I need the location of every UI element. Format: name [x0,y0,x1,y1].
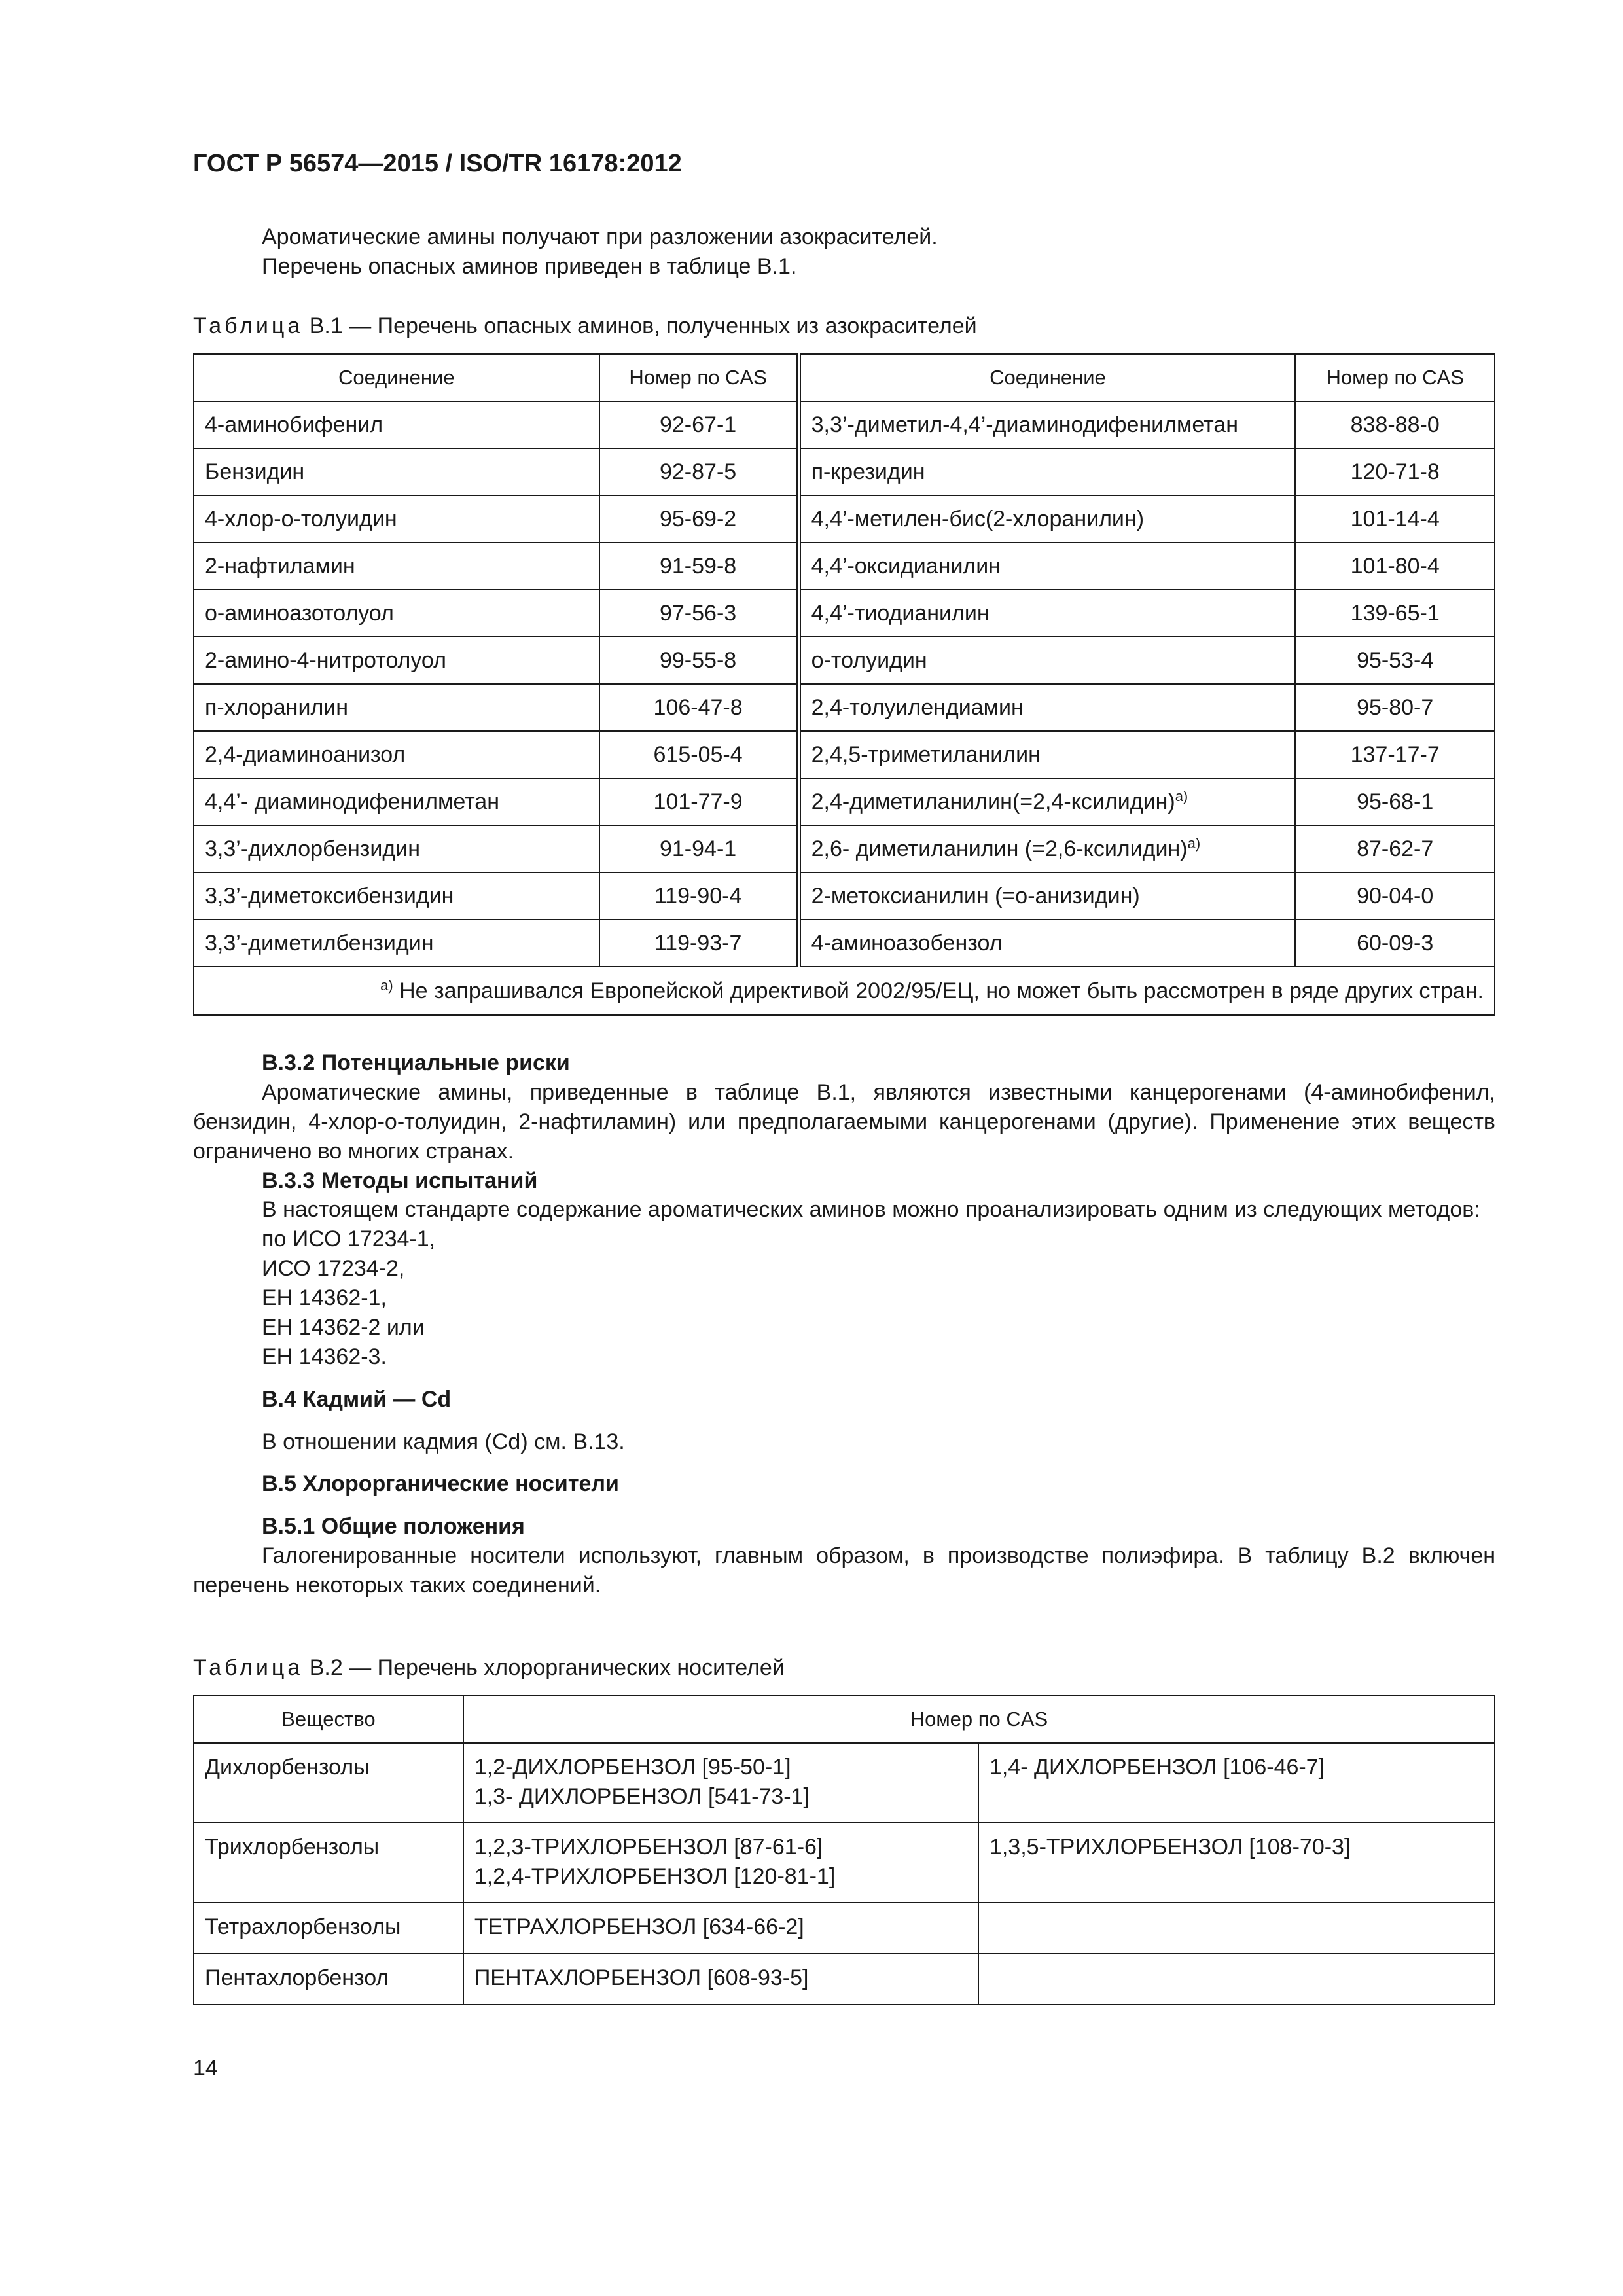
intro-line: Ароматические амины получают при разложении азокрасителей. [262,224,938,249]
cell-text: Дихлорбензолы [205,1755,370,1780]
cell-text: 4,4’-тиодианилин [811,600,990,626]
cas-list-cell [463,1823,978,1903]
table-header-row [194,354,1495,401]
table-row [194,543,1495,590]
cell-text: 2-амино-4-нитротолуол [205,647,446,673]
table-row [194,1903,1495,1954]
footnote-marker: a) [380,977,393,994]
cell-text: 97-56-3 [659,600,737,626]
cell-text: 137-17-7 [1350,742,1440,767]
cell-text: о-толуидин [811,647,927,673]
cas-number-cell [1295,920,1495,967]
cell-text: 91-94-1 [659,836,737,861]
cas-number-cell [1295,401,1495,448]
cell-text: 4-аминобифенил [205,412,383,437]
table-caption-text: В.1 — Перечень опасных аминов, полученных из азокрасителей [303,314,977,338]
sections-text [193,1049,1495,1600]
section-heading: В.5 Хлорорганические носители [262,1471,619,1497]
cell-text: 95-69-2 [659,506,737,531]
cas-list-cell [978,1903,1495,1954]
cas-list-cell [978,1823,1495,1903]
table1-caption [193,312,977,341]
table-footnote-row [194,967,1495,1015]
compound-cell [194,825,599,872]
section-heading: В.4 Кадмий — Cd [262,1386,452,1412]
cas-number-cell [1295,637,1495,684]
paragraph: В настоящем стандарте содержание ароматических аминов можно проанализировать одним из следующих методов: [262,1197,1480,1223]
compound-cell [798,872,1295,920]
cas-entry: 1,2,3-ТРИХЛОРБЕНЗОЛ [87-61-6] [474,1834,823,1859]
substance-cell [194,1743,463,1823]
cas-number-cell [1295,684,1495,731]
cell-text: 60-09-3 [1357,930,1434,956]
table-row [194,684,1495,731]
cell-text: 91-59-8 [659,553,737,579]
cas-number-cell [1295,543,1495,590]
cell-text: 95-68-1 [1357,789,1434,814]
table-caption-label: Таблица [193,1655,304,1680]
method-item: ЕН 14362-1, [262,1285,387,1310]
document-header: ГОСТ Р 56574—2015 / ISO/TR 16178:2012 [193,150,682,177]
compound-cell [194,401,599,448]
substance-cell [194,1903,463,1954]
cell-text: 3,3’-диметоксибензидин [205,883,454,908]
cell-text: 106-47-8 [653,694,743,720]
method-item: ИСО 17234-2, [262,1256,405,1282]
table-row [194,1954,1495,2005]
compound-cell [194,637,599,684]
cell-text: о-аминоазотолуол [205,600,394,626]
cell-text: 4-аминоазобензол [811,930,1003,956]
table-row [194,401,1495,448]
compound-cell [798,543,1295,590]
cas-number-cell [599,825,799,872]
section-heading: В.3.3 Методы испытаний [262,1168,538,1193]
cas-entry: 1,2-ДИХЛОРБЕНЗОЛ [95-50-1] [474,1755,791,1780]
column-header: Номер по CAS [599,354,799,401]
compound-cell [194,872,599,920]
compound-cell [194,684,599,731]
intro-line: Перечень опасных аминов приведен в таблице В.1. [262,253,797,279]
table-row [194,637,1495,684]
cas-entry: 1,2,4-ТРИХЛОРБЕНЗОЛ [120-81-1] [474,1863,836,1889]
cell-text: 101-14-4 [1350,506,1440,531]
cas-entry: 1,3,5-ТРИХЛОРБЕНЗОЛ [108-70-3] [989,1834,1351,1859]
cell-text: 101-77-9 [653,789,743,814]
cas-number-cell [1295,825,1495,872]
cas-list-cell [978,1954,1495,2005]
cell-text: 3,3’-дихлорбензидин [205,836,420,861]
footnote-text: Не запрашивался Европейской директивой 2002/95/ЕЦ, но может быть рассмотрен в ряде других стран. [393,978,1484,1003]
compound-cell [798,778,1295,825]
method-item: ЕН 14362-3. [262,1344,387,1369]
column-header: Соединение [194,354,599,401]
cas-list-cell [463,1743,978,1823]
compound-cell [798,495,1295,543]
table-row [194,920,1495,967]
cas-number-cell [1295,778,1495,825]
compound-cell [194,448,599,495]
column-header: Соединение [798,354,1295,401]
compound-cell [798,731,1295,778]
cas-number-cell [599,495,799,543]
compound-cell [798,590,1295,637]
cell-text: 119-90-4 [654,883,742,908]
cas-number-cell [599,731,799,778]
cas-number-cell [1295,448,1495,495]
cas-number-cell [1295,590,1495,637]
footnote-marker: a) [1187,834,1201,852]
cell-text: Бензидин [205,459,305,484]
section-heading: В.3.2 Потенциальные риски [262,1050,570,1075]
cell-text: п-крезидин [811,459,925,484]
cas-entry: ТЕТРАХЛОРБЕНЗОЛ [634-66-2] [474,1914,804,1939]
cell-text: Пентахлорбензол [205,1965,389,1990]
cell-text: 2,6- диметиланилин (=2,6-ксилидин) [811,836,1188,861]
cell-text: Тетрахлорбензолы [205,1914,401,1939]
table-chloroorganic-carriers [193,1695,1495,2005]
cas-list-cell [978,1743,1495,1823]
compound-cell [798,920,1295,967]
cell-text: п-хлоранилин [205,694,349,720]
cas-entry: 1,3- ДИХЛОРБЕНЗОЛ [541-73-1] [474,1784,810,1809]
cell-text: 2,4-диаминоанизол [205,742,406,767]
cell-text: 120-71-8 [1350,459,1440,484]
paragraph: Галогенированные носители используют, главным образом, в производстве полиэфира. В таблицу В.2 включен перечень некоторых таких соединений. [193,1543,1495,1598]
compound-cell [194,778,599,825]
compound-cell [194,920,599,967]
cas-number-cell [1295,872,1495,920]
table-row [194,495,1495,543]
footnote-marker: a) [1175,787,1188,804]
table-caption-label: Таблица [193,314,304,338]
cell-text: 90-04-0 [1357,883,1434,908]
cas-entry: ПЕНТАХЛОРБЕНЗОЛ [608-93-5] [474,1965,809,1990]
cell-text: 615-05-4 [653,742,743,767]
cas-number-cell [599,778,799,825]
table-row [194,1823,1495,1903]
cell-text: 99-55-8 [659,647,737,673]
column-header: Номер по CAS [1295,354,1495,401]
cell-text: 3,3’-диметилбензидин [205,930,434,956]
cell-text: 4-хлор-о-толуидин [205,506,397,531]
table-footnote [194,967,1495,1015]
table-header-row [194,1696,1495,1743]
cas-number-cell [599,401,799,448]
cell-text: 92-67-1 [659,412,737,437]
substance-cell [194,1954,463,2005]
cas-number-cell [1295,731,1495,778]
paragraph: В отношении кадмия (Cd) см. В.13. [262,1429,625,1454]
cas-number-cell [599,543,799,590]
column-header: Вещество [194,1696,463,1743]
table-row [194,731,1495,778]
compound-cell [798,401,1295,448]
compound-cell [194,543,599,590]
cell-text: 95-53-4 [1357,647,1434,673]
compound-cell [194,731,599,778]
cas-number-cell [599,637,799,684]
cas-number-cell [1295,495,1495,543]
substance-cell [194,1823,463,1903]
intro-text [193,223,1495,281]
cell-text: 2,4,5-триметиланилин [811,742,1041,767]
cas-entry: 1,4- ДИХЛОРБЕНЗОЛ [106-46-7] [989,1755,1325,1780]
compound-cell [798,825,1295,872]
table-row [194,778,1495,825]
cell-text: 119-93-7 [654,930,742,956]
table-hazardous-amines [193,353,1495,1016]
cell-text: 4,4’-метилен-бис(2-хлоранилин) [811,506,1145,531]
cell-text: 101-80-4 [1350,553,1440,579]
cas-list-cell [463,1954,978,2005]
cell-text: 2,4-диметиланилин(=2,4-ксилидин) [811,789,1175,814]
cas-list-cell [463,1903,978,1954]
compound-cell [798,637,1295,684]
column-header: Номер по CAS [463,1696,1495,1743]
paragraph: Ароматические амины, приведенные в таблице В.1, являются известными канцерогенами (4-аминобифенил, бензидин, 4-хлор-о-толуидин, 2-нафтиламин) или предполагаемыми канцерогенами (другие). Применение этих веществ ограничено во многих странах. [193,1079,1495,1164]
compound-cell [798,684,1295,731]
cell-text: 87-62-7 [1357,836,1434,861]
cell-text: 4,4’-оксидианилин [811,553,1001,579]
cas-number-cell [599,684,799,731]
compound-cell [194,495,599,543]
compound-cell [194,590,599,637]
table-row [194,872,1495,920]
cell-text: 2-нафтиламин [205,553,355,579]
cell-text: 2-метоксианилин (=о-анизидин) [811,883,1140,908]
table-row [194,590,1495,637]
cell-text: Трихлорбензолы [205,1834,380,1859]
cell-text: 139-65-1 [1350,600,1440,626]
cas-number-cell [599,872,799,920]
cell-text: 3,3’-диметил-4,4’-диаминодифенилметан [811,412,1239,437]
method-item: по ИСО 17234-1, [262,1227,436,1252]
cell-text: 95-80-7 [1357,694,1434,720]
table2-caption [193,1653,785,1683]
page-number: 14 [193,2056,218,2081]
table-row [194,1743,1495,1823]
cell-text: 4,4’- диаминодифенилметан [205,789,499,814]
cell-text: 2,4-толуилендиамин [811,694,1024,720]
method-item: ЕН 14362-2 или [262,1314,425,1340]
table-row [194,448,1495,495]
table-caption-text: В.2 — Перечень хлорорганических носителей [303,1655,785,1680]
cas-number-cell [599,448,799,495]
table-row [194,825,1495,872]
compound-cell [798,448,1295,495]
cell-text: 838-88-0 [1350,412,1440,437]
cas-number-cell [599,920,799,967]
cas-number-cell [599,590,799,637]
section-heading: В.5.1 Общие положения [262,1514,525,1539]
cell-text: 92-87-5 [659,459,737,484]
